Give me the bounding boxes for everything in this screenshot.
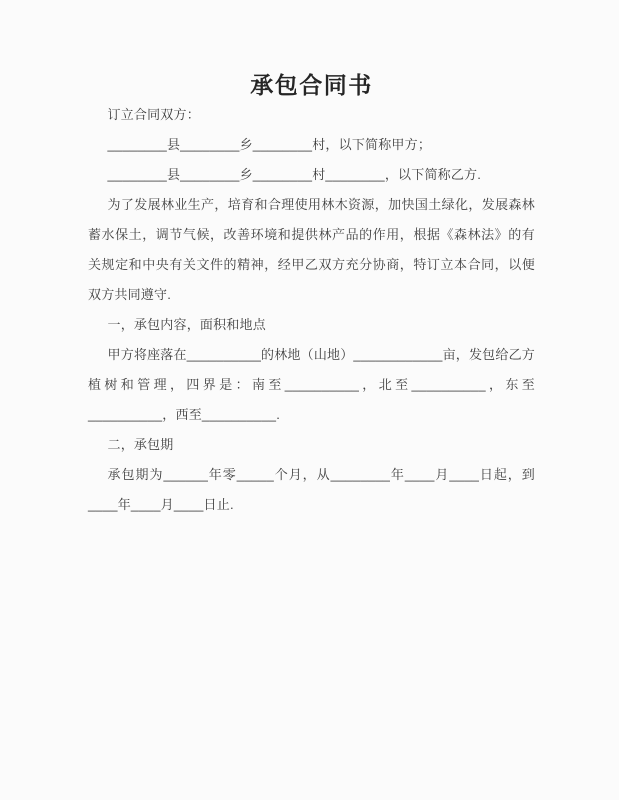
- party-b-blank-line: ________县________乡________村________，以下简称乙方.: [107, 167, 482, 182]
- party-a-blank-line: ________县________乡________村，以下简称甲方；: [107, 137, 432, 152]
- preamble-paragraph: 为了发展林业生产，培育和合理使用林木资源，加快国土绿化，发展森林蓄水保土，调节气候，改善环境和提供林产品的作用，根据《森林法》的有关规定和中央有关文件的精神，经甲乙双方充分协商，特订立本合同，以便双方共同遵守.: [88, 197, 535, 302]
- section-1-body: 甲方将座落在__________的林地（山地）____________亩，发包给乙方植树和管理，四界是：南至__________，北至__________，东至__________，西至__________.: [88, 347, 535, 422]
- section-1-heading: 一，承包内容，面积和地点: [107, 317, 266, 332]
- document-title: 承包合同书: [250, 72, 373, 98]
- section-2-heading: 二，承包期: [107, 437, 174, 452]
- section-2-body: 承包期为______年零_____个月，从________年____月____日起，到____年____月____日止.: [88, 467, 535, 512]
- intro-line: 订立合同双方：: [107, 107, 200, 122]
